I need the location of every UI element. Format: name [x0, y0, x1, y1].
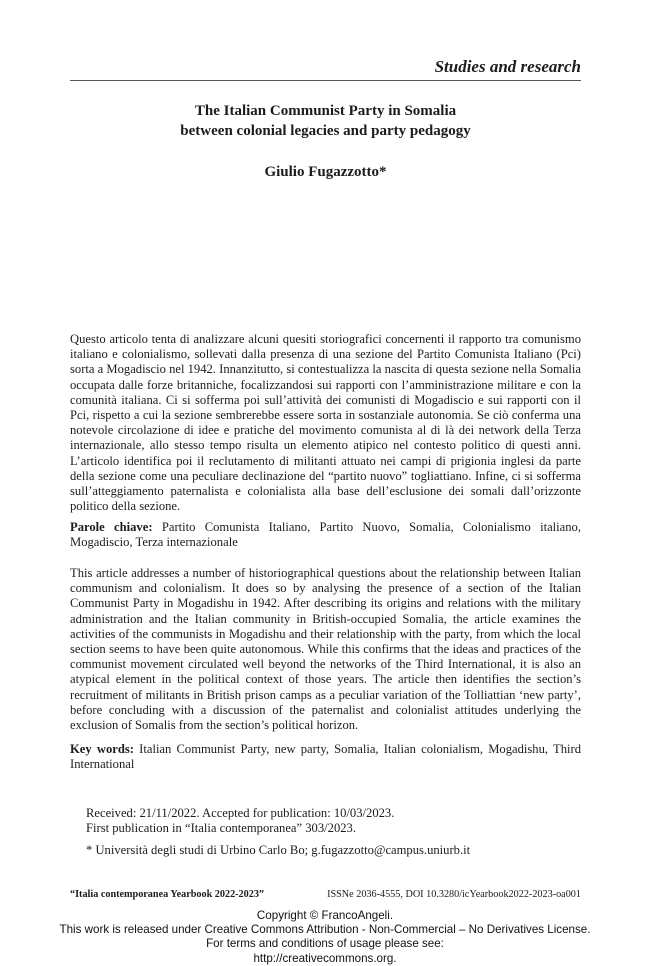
keywords-italian-label: Parole chiave: — [70, 520, 153, 534]
publication-dates — [86, 806, 581, 836]
keywords-italian — [70, 520, 581, 550]
keywords-english-label: Key words: — [70, 742, 134, 756]
article-title-line-1: The Italian Communist Party in Somalia — [194, 103, 457, 119]
license-terms: This work is released under Creative Commons Attribution - Non-Commercial – No Derivatives License. — [59, 923, 591, 937]
footer-issn-doi: ISSNe 2036-4555, DOI 10.3280/icYearbook2022-2023-oa001 — [327, 889, 581, 900]
author-affiliation: * Università degli studi di Urbino Carlo Bo; g.fugazzotto@campus.uniurb.it — [86, 843, 471, 857]
license-usage: For terms and conditions of usage please see: — [206, 937, 444, 951]
section-label: Studies and research — [434, 57, 581, 76]
article-title-line-2: between colonial legacies and party pedagogy — [180, 123, 471, 139]
author-name: Giulio Fugazzotto* — [264, 164, 387, 180]
license-notice — [0, 909, 650, 966]
received-date: Received: 21/11/2022. Accepted for publication: 10/03/2023. — [86, 806, 395, 820]
footer-journal: “Italia contemporanea Yearbook 2022-2023” — [70, 889, 265, 900]
abstract-italian: Questo articolo tenta di analizzare alcuni quesiti storiografici concernenti il rapporto tra comunismo italiano e colonialismo, sollevati dalla presenza di una sezione del Partito Comunista Italiano (Pci) sorta a Mogadiscio nel 1942. Innanzitutto, si contestualizza la nascita di questa sezione nella Somalia occupata dalle forze britanniche, focalizzandosi sui rapporti con l’amministrazione militare e con la comunità italiana. Ci si sofferma poi sull’attività dei comunisti di Mogadiscio e sui rapporti con il Pci, rispetto a cui la sezione sembrerebbe essere sorta in sostanziale autonomia. Se ciò conferma una notevole circolazione di idee e pratiche del movimento comunista al di là dei network della Terza internazionale, allo stesso tempo risulta un elemento atipico nel contesto politico di questi anni. L’articolo identifica poi il reclutamento di militanti attuato nei campi di prigionia inglesi da parte della sezione come una peculiare declinazione del “partito nuovo” togliattiano. Infine, ci si sofferma sull’atteggiamento paternalista e colonialista alla base dell’esclusione dei somali dall’orizzonte politico della sezione. — [70, 332, 581, 514]
abstract-english: This article addresses a number of historiographical questions about the relationship between Italian communism and colonialism. It does so by analysing the presence of a section of the Italian Communist Party in Mogadishu in 1942. After describing its origins and relations with the military administration and the Italian community in British-occupied Somalia, the article examines the activities of the communists in Mogadishu and their relationship with the party, from which the local section seems to have been quite autonomous. While this confirms that the ideas and practices of the communist movement circulated well beyond the networks of the Third International, it is also an atypical element in the political context of those years. The article then identifies the section’s recruitment of militants in British prison camps as a peculiar variation of the Tolliattian ‘new party’, before concluding with a discussion of the paternalist and colonialist attitudes underlying the exclusion of Somalis from the section’s political horizon. — [70, 566, 581, 733]
first-publication: First publication in “Italia contemporanea” 303/2023. — [86, 821, 356, 836]
license-link[interactable]: http://creativecommons.org. — [253, 951, 397, 965]
keywords-english — [70, 742, 581, 772]
keywords-english-list: Italian Communist Party, new party, Somalia, Italian colonialism, Mogadishu, Third International — [70, 742, 581, 772]
header-rule — [70, 80, 581, 81]
article-title — [70, 101, 581, 141]
license-copyright: Copyright © FrancoAngeli. — [256, 909, 394, 922]
keywords-italian-list: Partito Comunista Italiano, Partito Nuovo, Somalia, Colonialismo italiano, Mogadiscio, Terza internazionale — [70, 520, 582, 550]
